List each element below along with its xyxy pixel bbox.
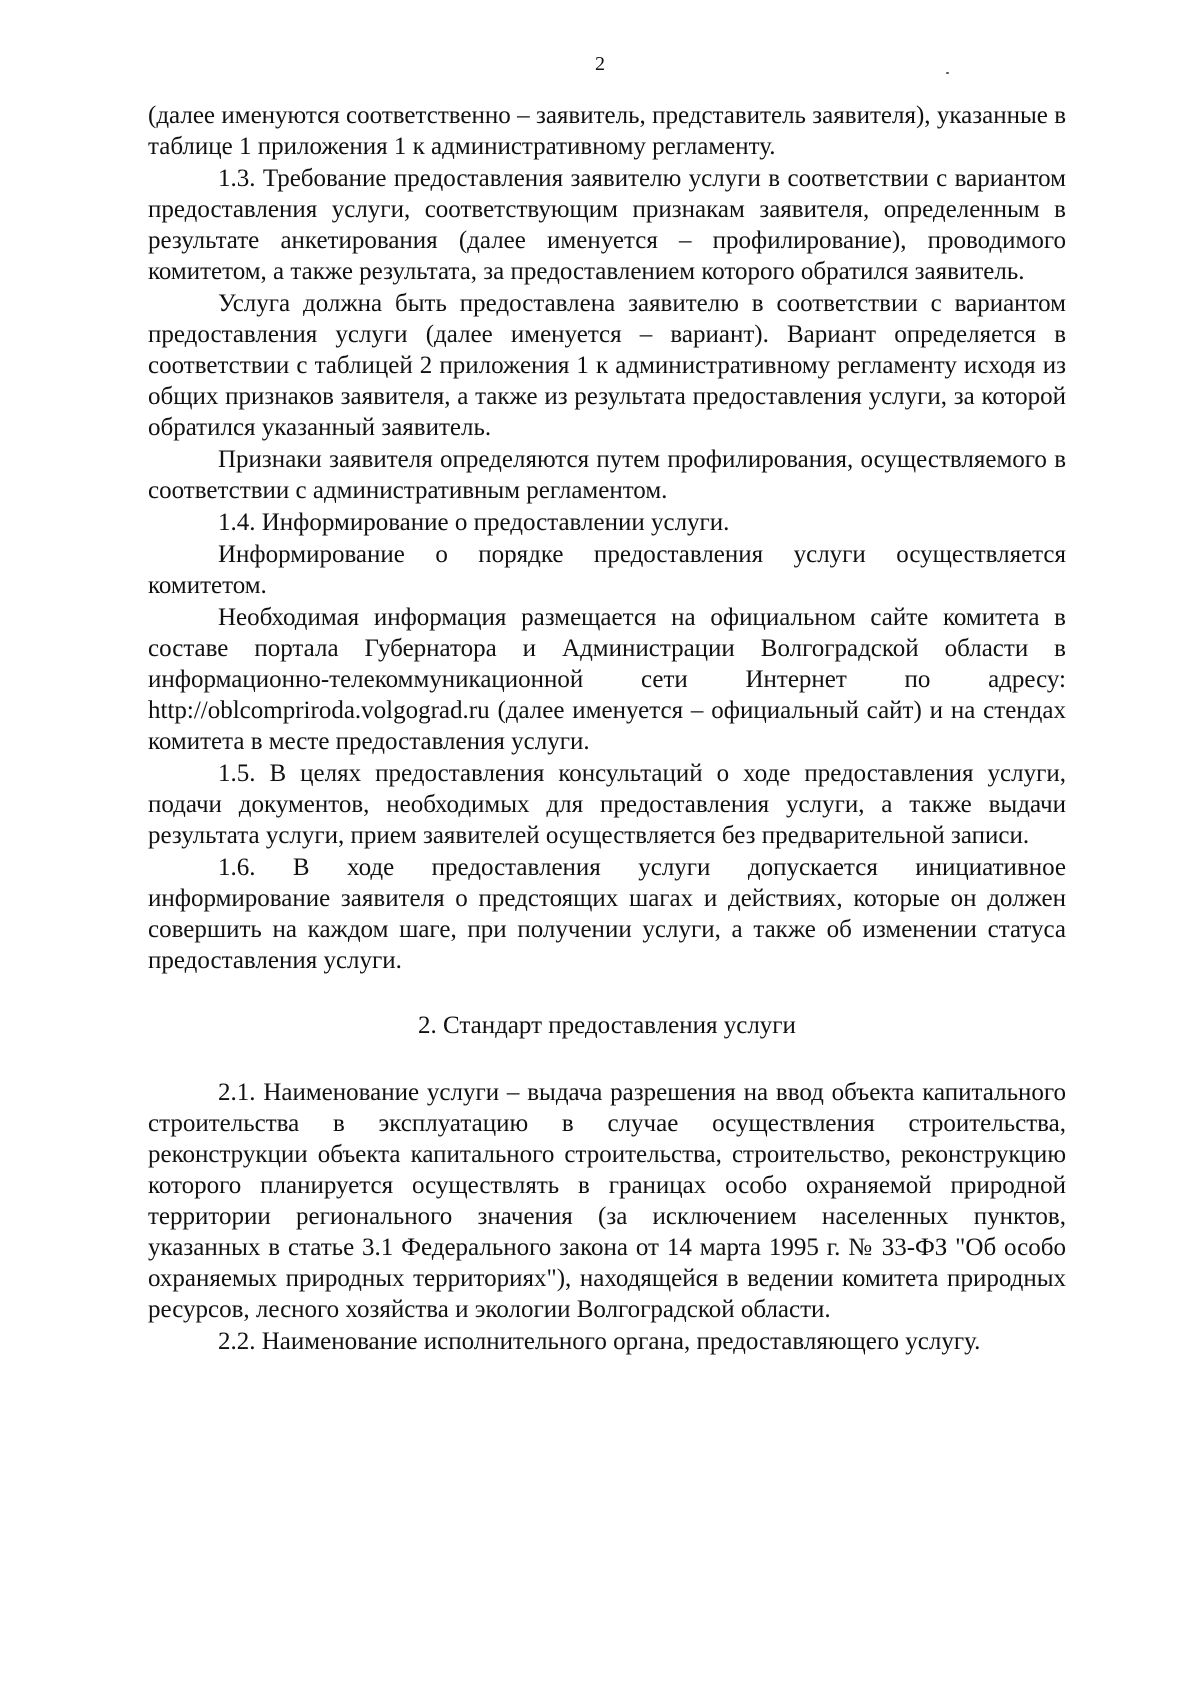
paragraph-1-3: 1.3. Требование предоставления заявителю услуги в соответствии с вариантом предоставления услуги, соответствующим признакам заявителя, определенным в результате анкетирования (далее именуется – профилирование), проводимого комитетом, а также результата, за предоставлением которого обратился заявитель.: [148, 165, 1066, 285]
paragraph-variant: Услуга должна быть предоставлена заявителю в соответствии с вариантом предоставления услуги (далее именуется – вариант). Вариант определяется в соответствии с таблицей 2 приложения 1 к административному регламенту исходя из общих признаков заявителя, а также из результата предоставления услуги, за которой обратился указанный заявитель.: [148, 290, 1066, 441]
paragraph-2-1: 2.1. Наименование услуги – выдача разрешения на ввод объекта капитального строительства в эксплуатацию в случае осуществления строительства, реконструкции объекта капитального строительства, строительство, реконструкцию которого планируется осуществлять в границах особо охраняемой природной территории регионального значения (за исключением населенных пунктов, указанных в статье 3.1 Федерального закона от 14 марта 1995 г. № 33-ФЗ "Об особо охраняемых природных территориях"), находящейся в ведении комитета природных ресурсов, лесного хозяйства и экологии Волгоградской области.: [148, 1079, 1066, 1323]
document-body: [148, 100, 1066, 1357]
paragraph-informing-order: Информирование о порядке предоставления услуги осуществляется комитетом.: [148, 541, 1066, 599]
paragraph-1-5: 1.5. В целях предоставления консультаций о ходе предоставления услуги, подачи документов, необходимых для предоставления услуги, а также выдачи результата услуги, прием заявителей осуществляется без предварительной записи.: [148, 760, 1066, 849]
section-heading: 2. Стандарт предоставления услуги: [418, 1012, 796, 1039]
scan-speck: [946, 72, 949, 74]
paragraph-continuation: (далее именуются соответственно – заявитель, представитель заявителя), указанные в таблице 1 приложения 1 к административному регламенту.: [148, 102, 1066, 160]
paragraph-1-4: 1.4. Информирование о предоставлении услуги.: [218, 509, 730, 536]
paragraph-2-2: 2.2. Наименование исполнительного органа, предоставляющего услугу.: [218, 1328, 981, 1355]
paragraph-1-6: 1.6. В ходе предоставления услуги допускается инициативное информирование заявителя о предстоящих шагах и действиях, которые он должен совершить на каждом шаге, при получении услуги, а также об изменении статуса предоставления услуги.: [148, 854, 1066, 974]
page-number: 2: [595, 53, 605, 75]
paragraph-applicant-signs: Признаки заявителя определяются путем профилирования, осуществляемого в соответствии с административным регламентом.: [148, 446, 1066, 504]
paragraph-official-site: Необходимая информация размещается на официальном сайте комитета в составе портала Губернатора и Администрации Волгоградской области в информационно-телекоммуникационной сети Интернет по адресу: http://oblcompriroda.volgograd.ru (далее именуется – официальный сайт) и на стендах комитета в месте предоставления услуги.: [148, 604, 1066, 755]
